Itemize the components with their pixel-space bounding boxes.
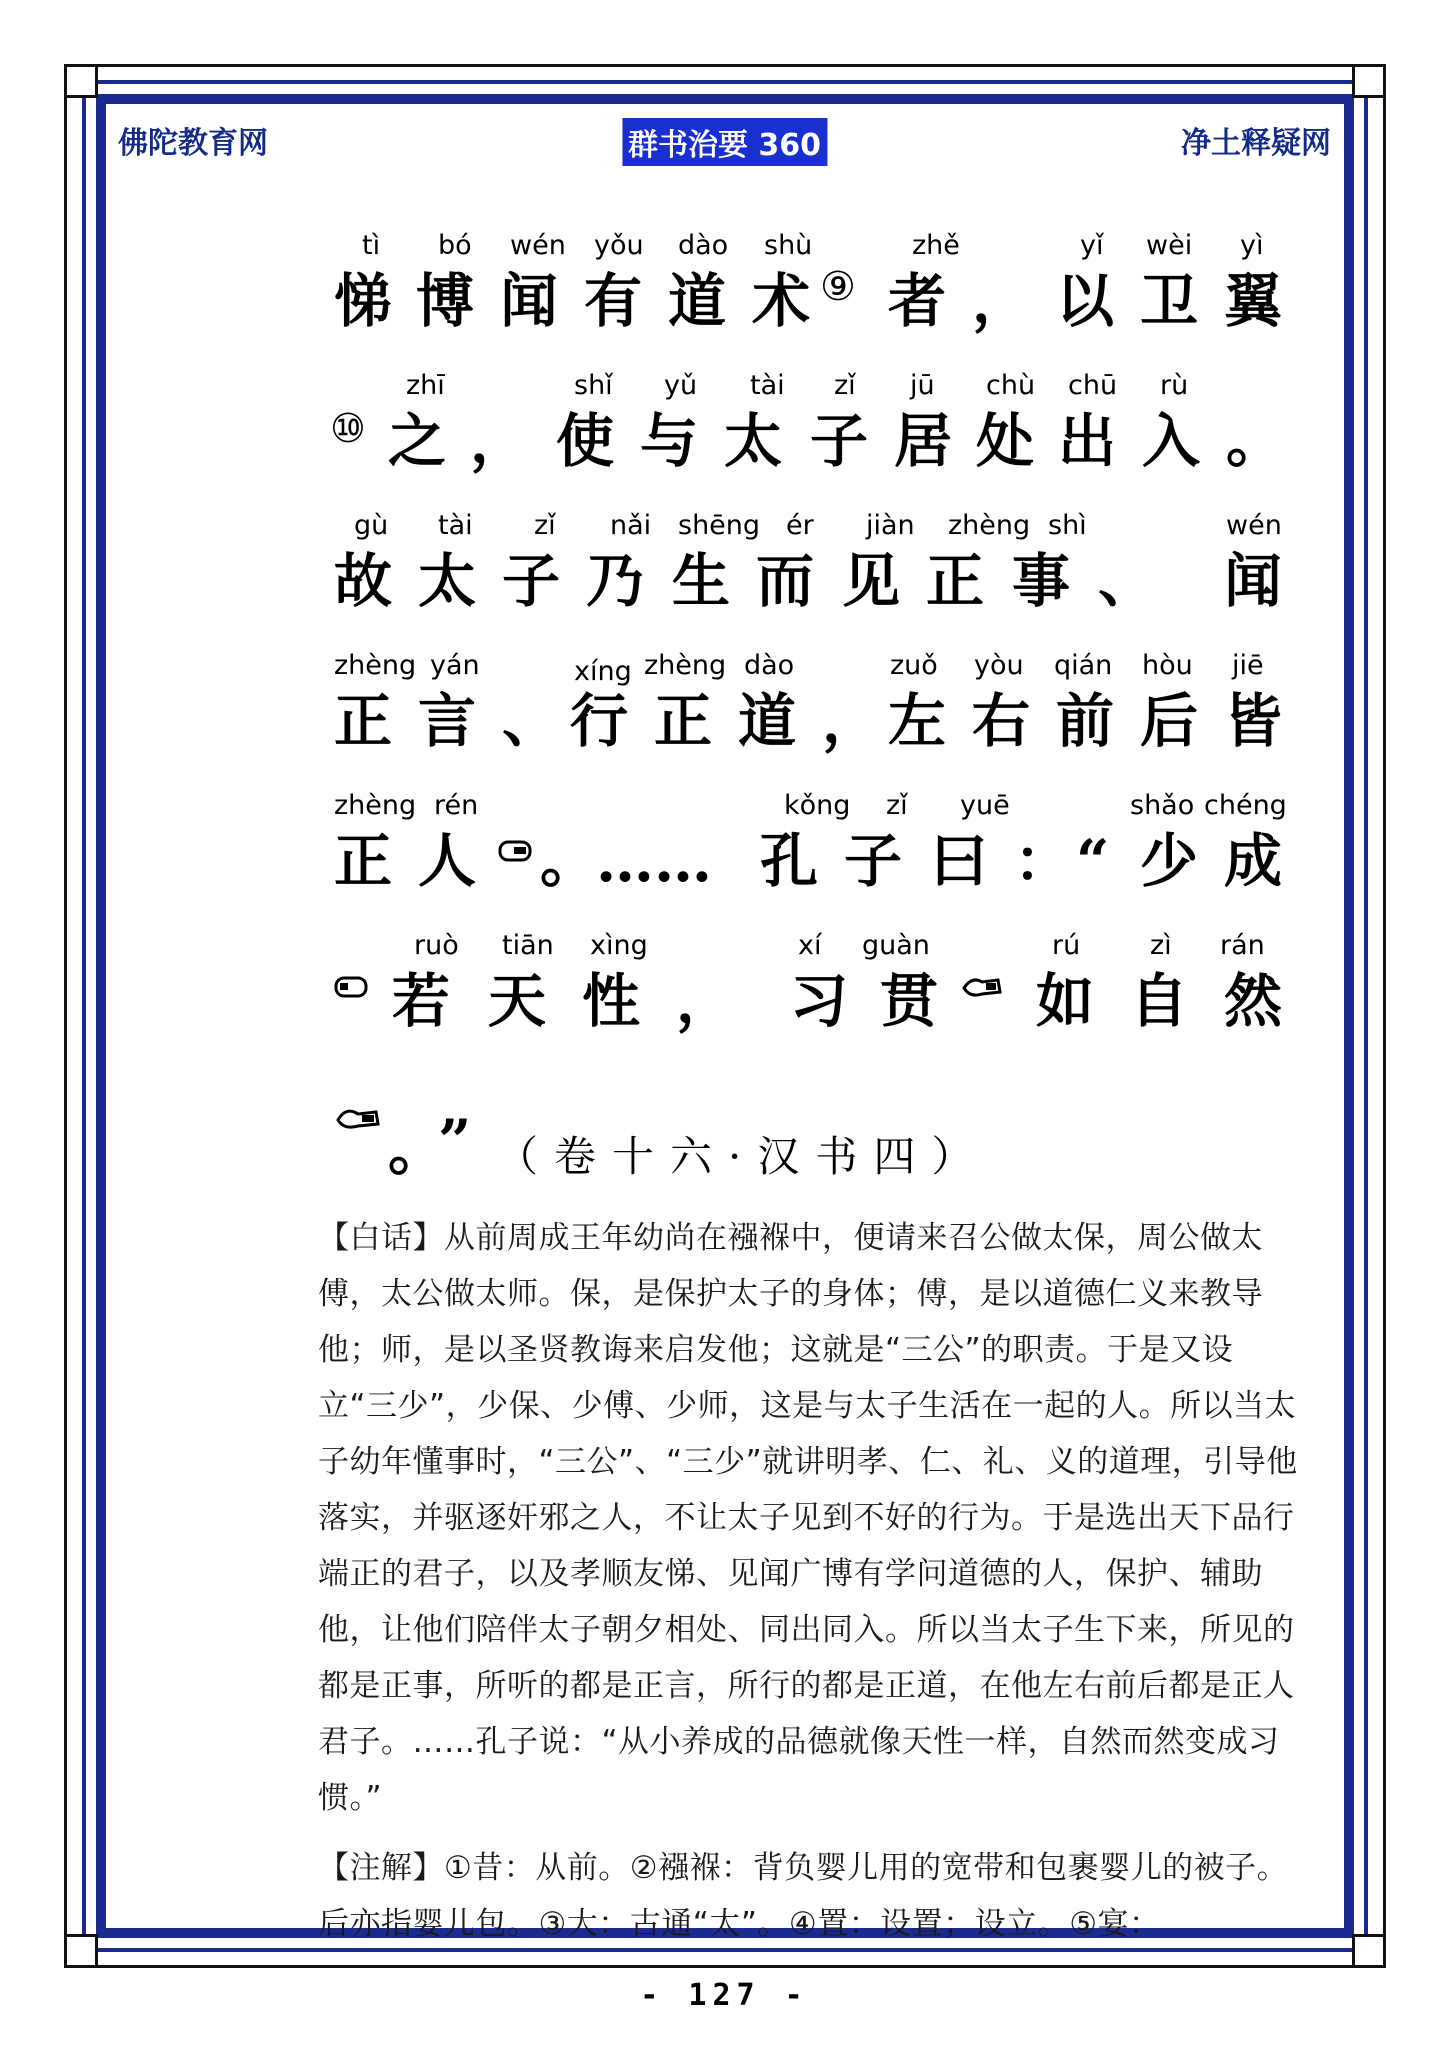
pinyin: zǐ xyxy=(886,790,908,821)
hanzi: 天 xyxy=(488,967,547,1035)
hanzi: 之 xyxy=(388,407,447,475)
pinyin: hòu xyxy=(1142,650,1193,681)
hanzi: 使 xyxy=(556,407,615,475)
hanzi: 性 xyxy=(582,967,641,1035)
classic-line xyxy=(320,222,1300,362)
pinyin: tài xyxy=(750,370,785,401)
pinyin: zuǒ xyxy=(890,650,938,681)
hanzi: 孔 xyxy=(760,827,819,895)
hanzi: 、 xyxy=(1098,547,1157,615)
pinyin: guàn xyxy=(862,930,930,961)
hanzi: 子 xyxy=(810,407,869,475)
pinyin: kǒng xyxy=(784,790,851,821)
hanzi: 前 xyxy=(1056,687,1115,755)
pinyin: jiē xyxy=(1232,650,1264,681)
hanzi: 与 xyxy=(640,407,699,475)
pinyin: chù xyxy=(986,370,1036,401)
pinyin: shǐ xyxy=(574,370,613,401)
hanzi: 后 xyxy=(1140,687,1199,755)
hanzi: 博 xyxy=(416,267,475,335)
hanzi: 言 xyxy=(418,687,477,755)
pinyin: qián xyxy=(1054,650,1113,681)
hanzi: 入 xyxy=(1142,407,1201,475)
classic-line xyxy=(320,782,1300,922)
pinyin: yǒu xyxy=(594,230,644,261)
hanzi: 而 xyxy=(756,547,815,615)
pinyin: yǔ xyxy=(664,370,698,401)
header-right-site: 净土释疑网 xyxy=(1181,126,1331,161)
pinyin: rán xyxy=(1220,930,1265,961)
pinyin: ruò xyxy=(414,930,459,961)
hanzi: 乃 xyxy=(586,547,645,615)
hanzi: 见 xyxy=(842,547,901,615)
hanzi: 正 xyxy=(926,547,985,615)
pinyin: chéng xyxy=(1204,790,1287,821)
pinyin: zhī xyxy=(406,370,445,401)
pinyin: tiān xyxy=(502,930,554,961)
hanzi: 出 xyxy=(1058,407,1117,475)
hanzi: 若 xyxy=(392,967,451,1035)
classic-line xyxy=(320,642,1300,782)
hanzi: 贯 xyxy=(880,967,939,1035)
hanzi: 右 xyxy=(972,687,1031,755)
source-citation: （卷十六·汉书四） xyxy=(496,1132,990,1181)
hanzi: ， xyxy=(972,267,1031,335)
pinyin: shù xyxy=(764,230,813,261)
header-title: 群书治要 360 xyxy=(622,118,827,166)
hanzi: 者 xyxy=(888,267,947,335)
hanzi: 居 xyxy=(894,407,953,475)
page-number: - 127 - xyxy=(640,1978,809,2013)
hanzi: ， xyxy=(676,967,735,1035)
hanzi: “ xyxy=(1076,827,1110,895)
hanzi: 成 xyxy=(1224,827,1283,895)
pinyin: zì xyxy=(1150,930,1172,961)
pinyin: wén xyxy=(1226,510,1282,541)
pinyin: jiàn xyxy=(866,510,915,541)
pinyin: zhèng xyxy=(644,650,727,681)
hanzi: 正 xyxy=(334,827,393,895)
hanzi: 术 xyxy=(752,267,811,335)
pinyin: shǎo xyxy=(1130,790,1195,821)
hanzi: 行 xyxy=(570,687,629,755)
hanzi: 处 xyxy=(976,407,1035,475)
pinyin: rú xyxy=(1052,930,1081,961)
hanzi: 太 xyxy=(418,547,477,615)
hanzi: 正 xyxy=(654,687,713,755)
hanzi: 闻 xyxy=(1224,547,1283,615)
hanzi: 故 xyxy=(334,547,393,615)
pinyin: tài xyxy=(438,510,473,541)
notes-paragraph: 【注解】①昔：从前。②襁褓：背负婴儿用的宽带和包裹婴儿的被子。后亦指婴儿包。③大：古通“太”。④置：设置；设立。⑤宴： xyxy=(318,1850,1289,1942)
hanzi: 生 xyxy=(672,547,731,615)
pinyin: zǐ xyxy=(834,370,856,401)
pinyin: jū xyxy=(910,370,935,401)
hanzi: ， xyxy=(822,687,881,755)
pinyin: chū xyxy=(1068,370,1118,401)
hanzi: 子 xyxy=(844,827,903,895)
header-left-site: 佛陀教育网 xyxy=(118,126,268,161)
hanzi: 曰 xyxy=(930,827,989,895)
corner-ornament xyxy=(64,64,98,98)
pinyin: zǐ xyxy=(534,510,556,541)
hanzi: 事 xyxy=(1012,547,1071,615)
hanzi: 有 xyxy=(584,267,643,335)
hanzi: 卫 xyxy=(1140,267,1199,335)
classic-line xyxy=(320,502,1300,642)
pinyin: nǎi xyxy=(610,510,652,541)
corner-ornament xyxy=(1352,1934,1386,1968)
pinyin: zhèng xyxy=(948,510,1031,541)
hanzi: 。 xyxy=(540,827,599,895)
hanzi: 。 xyxy=(388,1115,447,1183)
hanzi: 子 xyxy=(502,547,561,615)
corner-ornament xyxy=(64,1934,98,1968)
hanzi: 道 xyxy=(668,267,727,335)
pinyin: xìng xyxy=(590,930,648,961)
mailbox-icon xyxy=(334,972,370,1000)
pinyin: rù xyxy=(1160,370,1189,401)
hanzi: 如 xyxy=(1036,967,1095,1035)
pinyin: bó xyxy=(438,230,472,261)
hanzi: 皆 xyxy=(1224,687,1283,755)
pinyin: yì xyxy=(1240,230,1264,261)
pinyin: zhèng xyxy=(334,790,417,821)
footnote-marker: ⑨ xyxy=(820,264,856,310)
pinyin: xíng xyxy=(574,656,632,687)
pinyin: yòu xyxy=(974,650,1024,681)
hanzi: 自 xyxy=(1130,967,1189,1035)
hanzi: ， xyxy=(470,407,529,475)
hanzi: ： xyxy=(1014,827,1073,895)
pinyin: zhě xyxy=(912,230,960,261)
pinyin: shì xyxy=(1048,510,1087,541)
mailbox-icon xyxy=(960,972,1004,1000)
pinyin: tì xyxy=(362,230,381,261)
hanzi: 道 xyxy=(738,687,797,755)
pinyin: wén xyxy=(510,230,566,261)
mailbox-icon xyxy=(334,1102,382,1132)
pinyin: yǐ xyxy=(1080,230,1104,261)
pinyin: gù xyxy=(354,510,389,541)
hanzi: …… xyxy=(596,827,712,895)
classic-line xyxy=(320,922,1300,1062)
hanzi: 人 xyxy=(418,827,477,895)
pinyin: xí xyxy=(798,930,822,961)
classic-line xyxy=(320,1062,1300,1202)
pinyin: yán xyxy=(430,650,480,681)
hanzi: ” xyxy=(438,1107,472,1175)
pinyin: zhèng xyxy=(334,650,417,681)
hanzi: 太 xyxy=(724,407,783,475)
hanzi: 悌 xyxy=(334,267,393,335)
classic-text xyxy=(320,222,1300,1202)
pinyin: rén xyxy=(434,790,479,821)
hanzi: 习 xyxy=(790,967,849,1035)
corner-ornament xyxy=(1352,64,1386,98)
hanzi: 闻 xyxy=(500,267,559,335)
hanzi: 、 xyxy=(502,687,561,755)
hanzi: 正 xyxy=(334,687,393,755)
hanzi: 以 xyxy=(1056,267,1115,335)
hanzi: 左 xyxy=(888,687,947,755)
translation-block xyxy=(318,1210,1308,1952)
pinyin: shēng xyxy=(678,510,761,541)
hanzi: 翼 xyxy=(1224,267,1283,335)
baihua-paragraph: 【白话】从前周成王年幼尚在襁褓中，便请来召公做太保，周公做太傅，太公做太师。保，是保护太子的身体；傅，是以道德仁义来教导他；师，是以圣贤教诲来启发他；这就是“三公”的职责。于是又设立“三少”，少保、少傅、少师，这是与太子生活在一起的人。所以当太子幼年懂事时，“三公”、“三少”就讲明孝、仁、礼、义的道理，引导他落实，并驱逐奸邪之人，不让太子见到不好的行为。于是选出天下品行端正的君子，以及孝顺友悌、见闻广博有学问道德的人，保护、辅助他，让他们陪伴太子朝夕相处、同出同入。所以当太子生下来，所见的都是正事，所听的都是正言，所行的都是正道，在他左右前后都是正人君子。……孔子说：“从小养成的品德就像天性一样，自然而然变成习惯。” xyxy=(318,1220,1298,1816)
pinyin: dào xyxy=(744,650,795,681)
pinyin: ér xyxy=(786,510,814,541)
pinyin: dào xyxy=(678,230,729,261)
hanzi: 。 xyxy=(1226,407,1285,475)
pinyin: wèi xyxy=(1146,230,1193,261)
footnote-marker: ⑩ xyxy=(330,406,366,452)
hanzi: 少 xyxy=(1140,827,1199,895)
classic-line xyxy=(320,362,1300,502)
mailbox-icon xyxy=(498,836,534,864)
hanzi: 然 xyxy=(1224,967,1283,1035)
pinyin: yuē xyxy=(960,790,1010,821)
